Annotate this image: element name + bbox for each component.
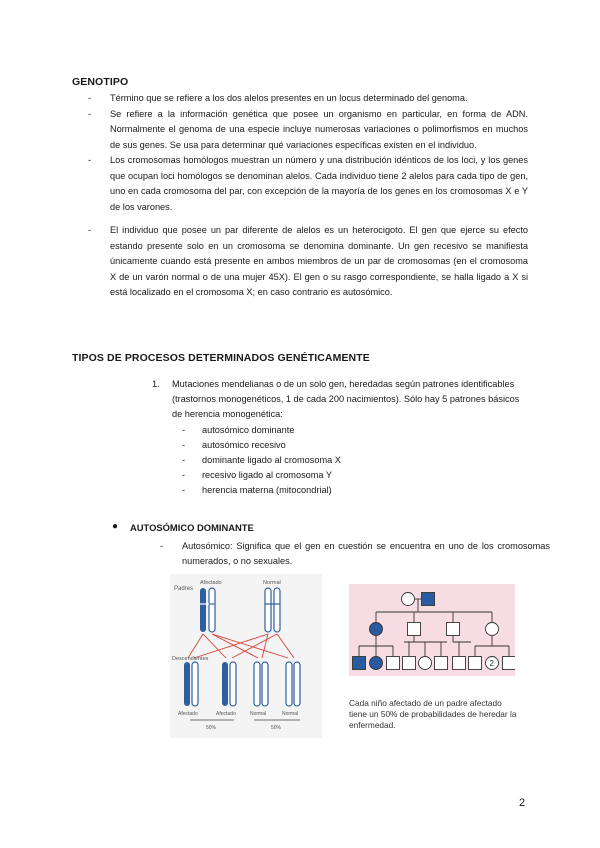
patterns-list — [172, 423, 530, 498]
genotipo-heading: GENOTIPO — [72, 76, 129, 88]
pedigree-caption: Cada niño afectado de un padre afectado tiene un 50% de probabilidades de heredar la enfermedad. — [349, 698, 517, 730]
percent-right: 50% — [271, 725, 282, 731]
list-item: - autosómico recesivo — [182, 440, 286, 450]
child-label: Afectado — [178, 711, 198, 717]
percent-left: 50% — [206, 725, 217, 731]
tipos-list — [152, 377, 530, 498]
pedigree-figure — [349, 584, 515, 676]
autosomico-definition: - Autosómico: Significa que el gen en cuestión se encuentra en uno de los cromosomas numerados, o no sexuales. — [160, 541, 550, 566]
list-item: - autosómico dominante — [182, 425, 295, 435]
list-item: - Término que se refiere a los dos alelos presentes en un locus determinado del genoma. — [88, 93, 468, 103]
autosomico-heading: ● AUTOSÓMICO DOMINANTE — [112, 521, 254, 533]
tipos-heading: TIPOS DE PROCESOS DETERMINADOS GENÉTICAMENTE — [72, 352, 370, 364]
parents-label: Padres — [174, 586, 194, 592]
list-item: 1. Mutaciones mendelianas o de un solo gen, heredadas según patrones identificables (trastornos monogenéticos, 1 de cada 200 nacimientos). Sólo hay 5 patrones básicos de herencia monogenética: - autosómico dominante - autosómico recesivo - dominante ligado al cromosoma X - recesivo ligado al cromosoma Y - herencia materna (mitocondrial) — [152, 377, 530, 498]
child-label: Afectado — [216, 711, 236, 717]
twin-count: 2 — [489, 659, 494, 668]
list-item: - dominante ligado al cromosoma X — [182, 455, 341, 465]
list-item: - recesivo ligado al cromosoma Y — [182, 470, 333, 480]
list-item: - herencia materna (mitocondrial) — [182, 485, 332, 495]
list-item: - Los cromosomas homólogos muestran un número y una distribución idénticos de los loci, y los genes que ocupan loci homólogos se denominan alelos. Cada individuo tiene 2 alelos para cada tipo de gen, uno en cada cromosoma del par, con excepción de la mayoría de los genes en los cromosomas X e Y de los varones. — [88, 155, 528, 212]
affected-parent-label: Afectado — [200, 580, 222, 586]
chromosome-inheritance-figure — [170, 574, 322, 738]
normal-parent-label: Normal — [263, 580, 281, 586]
page-number: 2 — [519, 797, 526, 809]
descendants-label: Descendientes — [172, 656, 209, 662]
list-item: - El individuo que posee un par diferente de alelos es un heterocigoto. El gen que ejerce su efecto estando presente solo en un cromosoma se denomina dominante. Un gen recesivo se manifiesta únicamente cuando está presente en ambos miembros de un par de cromosomas (en el cromosoma X de un varón normal o de una mujer 45X). El gen o su rasgo correspondiente, se halla ligado a X si está localizado en el cromosoma X; en caso contrario es autosómico. — [88, 225, 528, 297]
genotipo-list — [88, 91, 528, 301]
child-label: Normal — [282, 711, 299, 717]
child-label: Normal — [250, 711, 267, 717]
bullet-dot-icon: ● — [112, 521, 119, 532]
list-item: - Se refiere a la información genética que posee un organismo en particular, en forma de ADN. Normalmente el genoma de una especie incluye numerosas variaciones o polimorfismos en muchos de sus genes. Se usa para determinar qué variaciones específicas existen en el individuo. — [88, 108, 528, 150]
